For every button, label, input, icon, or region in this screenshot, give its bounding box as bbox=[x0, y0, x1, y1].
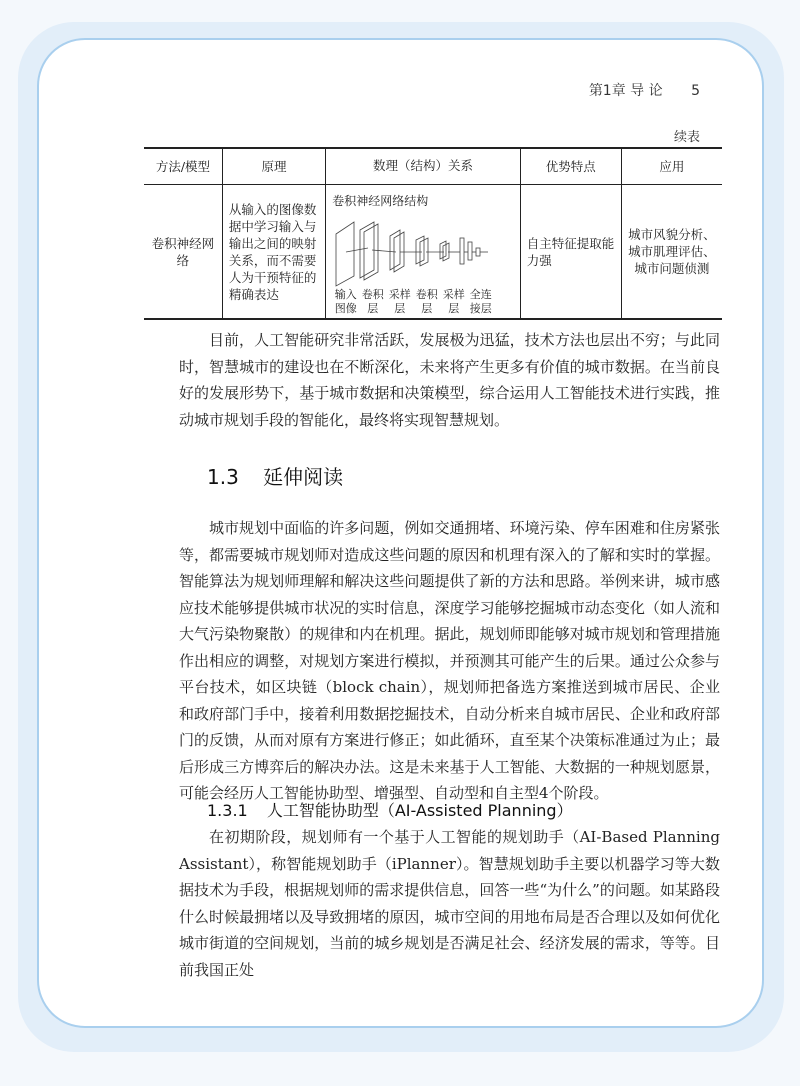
diagram-label: 采样层 bbox=[388, 288, 411, 315]
subsection-number: 1.3.1 bbox=[207, 801, 248, 820]
subsection-text bbox=[179, 824, 720, 983]
methods-table bbox=[144, 147, 722, 320]
header-cell: 数理（结构）关系 bbox=[326, 148, 521, 185]
table-continued-note: 续表 bbox=[673, 130, 700, 145]
advantage-cell: 自主特征提取能力强 bbox=[520, 185, 621, 320]
header-cell: 优势特点 bbox=[520, 148, 621, 185]
table-row bbox=[144, 185, 722, 320]
diagram-label: 输入图像 bbox=[334, 288, 357, 315]
section-heading bbox=[207, 461, 343, 490]
subsection-heading bbox=[207, 798, 573, 821]
header-cell: 原理 bbox=[222, 148, 325, 185]
application-cell: 城市风貌分析、城市肌理评估、城市问题侦测 bbox=[621, 185, 722, 320]
section-text bbox=[179, 515, 720, 807]
section-title: 延伸阅读 bbox=[263, 465, 344, 489]
section-number: 1.3 bbox=[207, 465, 239, 489]
subsection-paragraph: 在初期阶段，规划师有一个基于人工智能的规划助手（AI-Based Planning Assistant），称智能规划助手（iPlanner）。智慧规划助手主要以机器学习等大数据技术为手段，根据规划师的需求提供信息，回答一些“为什么”的问题。如某路段什么时候最拥堵以及导致拥堵的原因，城市空间的用地布局是否合理以及如何优化城市街道的空间规划，当前的城乡规划是否满足社会、经济发展的需求，等等。目前我国正处 bbox=[179, 828, 720, 979]
diagram-label: 采样层 bbox=[442, 288, 465, 315]
header-cell: 应用 bbox=[621, 148, 722, 185]
cnn-structure-figure bbox=[332, 212, 492, 288]
diagram-label: 卷积层 bbox=[415, 288, 438, 315]
header-cell: 方法/模型 bbox=[144, 148, 222, 185]
subsection-title: 人工智能协助型（AI-Assisted Planning） bbox=[266, 801, 573, 820]
book-page bbox=[37, 38, 764, 1028]
section-paragraph: 城市规划中面临的许多问题，例如交通拥堵、环境污染、停车困难和住房紧张等，都需要城市规划师对造成这些问题的原因和机理有深入的了解和实时的掌握。智能算法为规划师理解和解决这些问题提供了新的方法和思路。举例来讲，城市感应技术能够提供城市状况的实时信息，深度学习能够挖掘城市动态变化（如人流和大气污染物聚散）的规律和内在机理。据此，规划师即能够对城市规划和管理措施作出相应的调整，对规划方案进行模拟，并预测其可能产生的后果。通过公众参与平台技术，如区块链（block chain），规划师把备选方案推送到城市居民、企业和政府部门手中，接着利用数据挖掘技术，自动分析来自城市居民、企业和政府部门的反馈，从而对原有方案进行修正；如此循环，直至某个决策标准通过为止；最后形成三方博弈后的解决办法。这是未来基于人工智能、大数据的一种规划愿景，可能会经历人工智能协助型、增强型、自动型和自主型4个阶段。 bbox=[179, 519, 720, 802]
chapter-label: 第1章 导 论 bbox=[588, 83, 663, 99]
diagram-label: 全连接层 bbox=[469, 288, 492, 315]
page-number: 5 bbox=[691, 83, 700, 99]
intro-text bbox=[179, 327, 720, 433]
intro-paragraph: 目前，人工智能研究非常活跃，发展极为迅猛，技术方法也层出不穷；与此同时，智慧城市的建设也在不断深化，未来将产生更多有价值的城市数据。在当前良好的发展形势下，基于城市数据和决策模型，综合运用人工智能技术进行实践，推动城市规划手段的智能化，最终将实现智慧规划。 bbox=[179, 331, 720, 429]
diagram-label: 卷积层 bbox=[361, 288, 384, 315]
table-header-row bbox=[144, 148, 722, 185]
running-head bbox=[589, 80, 700, 100]
structure-cell bbox=[326, 185, 521, 320]
principle-cell: 从输入的图像数据中学习输入与输出之间的映射关系，而不需要人为干预特征的精确表达 bbox=[222, 185, 325, 320]
diagram-labels bbox=[332, 288, 514, 316]
model-cell: 卷积神经网络 bbox=[144, 185, 222, 320]
cnn-diagram bbox=[332, 193, 514, 316]
diagram-title: 卷积神经网络结构 bbox=[332, 194, 429, 208]
